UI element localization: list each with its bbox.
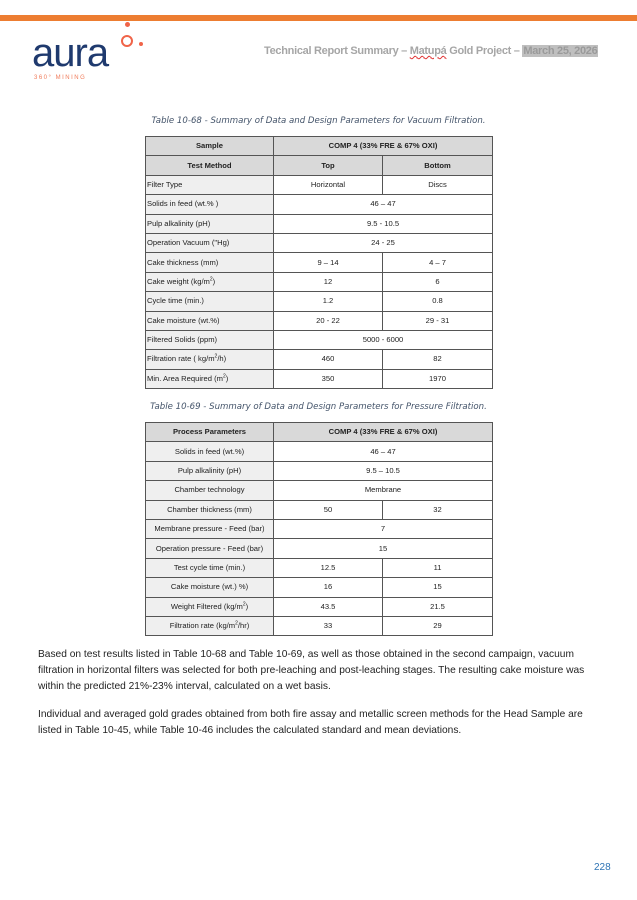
- report-header-title: [264, 45, 598, 57]
- value-cell: Membrane: [274, 481, 493, 500]
- label-text: Solids in feed (wt.% ): [147, 199, 219, 209]
- header-cell: COMP 4 (33% FRE & 67% OXI): [274, 137, 493, 156]
- table-row: [146, 175, 493, 194]
- value-cell: 15: [274, 539, 493, 558]
- aura-logo: [32, 22, 152, 84]
- header-date: March 25, 2026: [523, 45, 598, 57]
- header-cell: Sample: [146, 137, 274, 156]
- value-cell: 50: [274, 500, 383, 519]
- label-text: Operation Vacuum ("Hg): [147, 238, 230, 248]
- value-cell: 43.5: [274, 597, 383, 616]
- value-cell: 9.5 - 10.5: [274, 214, 493, 233]
- label-text: Filtered Solids (ppm): [147, 335, 218, 345]
- row-label: [146, 233, 274, 252]
- row-label: [146, 500, 274, 519]
- label-text: Min. Area Required (m: [147, 373, 223, 383]
- label-text: Pulp alkalinity (pH): [177, 465, 242, 475]
- label-text: Cycle time (min.): [147, 296, 204, 306]
- superscript: 2: [235, 620, 238, 627]
- vacuum-filtration-table: [145, 136, 493, 389]
- header-cell: Top: [274, 156, 383, 175]
- row-label: [146, 461, 274, 480]
- pressure-filtration-table: [145, 422, 493, 636]
- label-text: Filtration rate (kg/m: [169, 621, 236, 631]
- value-cell: 4 – 7: [383, 253, 493, 272]
- row-label: [146, 369, 274, 388]
- value-cell: 6: [383, 272, 493, 291]
- table2-caption: Table 10-69 - Summary of Data and Design Parameters for Pressure Filtration.: [150, 402, 487, 412]
- table-row: [146, 253, 493, 272]
- table-row: [146, 500, 493, 519]
- value-cell: 46 – 47: [274, 195, 493, 214]
- header-prefix: Technical Report Summary –: [264, 45, 410, 57]
- value-cell: 21.5: [383, 597, 493, 616]
- header-cell: Bottom: [383, 156, 493, 175]
- header-accent-bar: [0, 15, 637, 21]
- logo-dot: [139, 42, 143, 46]
- table-row: [146, 539, 493, 558]
- row-label: [146, 350, 274, 369]
- value-cell: Horizontal: [274, 175, 383, 194]
- label-text: Test cycle time (min.): [173, 562, 246, 572]
- table-row: [146, 461, 493, 480]
- label-text: Operation pressure - Feed (bar): [155, 543, 264, 553]
- value-cell: 5000 - 6000: [274, 330, 493, 349]
- superscript: 2: [222, 373, 226, 380]
- row-label: [146, 292, 274, 311]
- superscript: 2: [209, 276, 213, 283]
- row-label: [146, 272, 274, 291]
- value-cell: 12.5: [274, 558, 383, 577]
- value-cell: 33: [274, 616, 383, 635]
- table-row: [146, 292, 493, 311]
- value-cell: 82: [383, 350, 493, 369]
- row-label: [146, 519, 274, 538]
- header-cell: COMP 4 (33% FRE & 67% OXI): [274, 423, 493, 442]
- value-cell: 0.8: [383, 292, 493, 311]
- label-suffix: ): [225, 373, 229, 383]
- value-cell: Discs: [383, 175, 493, 194]
- value-cell: 11: [383, 558, 493, 577]
- logo-ring: [121, 35, 133, 47]
- row-label: [146, 597, 274, 616]
- table-row: [146, 558, 493, 577]
- superscript: 2: [242, 601, 246, 608]
- header-cell: Process Parameters: [146, 423, 274, 442]
- row-label: [146, 578, 274, 597]
- row-label: [146, 481, 274, 500]
- label-text: Filtration rate ( kg/m: [147, 354, 215, 364]
- label-suffix: ): [245, 601, 249, 611]
- label-text: Chamber technology: [174, 485, 245, 495]
- value-cell: 16: [274, 578, 383, 597]
- table-row: [146, 578, 493, 597]
- table-row: [146, 272, 493, 291]
- logo-tagline: 360° MINING: [34, 75, 87, 81]
- row-label: [146, 214, 274, 233]
- label-text: Cake moisture (wt.) %): [170, 582, 249, 592]
- label-suffix: /hr): [237, 621, 250, 631]
- table-row: [146, 369, 493, 388]
- superscript: 2: [214, 353, 218, 360]
- label-suffix: /h): [217, 354, 227, 364]
- table-row: [146, 195, 493, 214]
- page-number: 228: [594, 862, 611, 873]
- label-text: Membrane pressure - Feed (bar): [154, 524, 265, 534]
- label-text: Chamber thickness (mm): [167, 504, 252, 514]
- logo-word: aura: [32, 31, 109, 75]
- value-cell: 1.2: [274, 292, 383, 311]
- row-label: [146, 442, 274, 461]
- label-text: Cake moisture (wt.%): [147, 315, 220, 325]
- value-cell: 1970: [383, 369, 493, 388]
- value-cell: 9.5 – 10.5: [274, 461, 493, 480]
- value-cell: 460: [274, 350, 383, 369]
- value-cell: 350: [274, 369, 383, 388]
- table-row: [146, 311, 493, 330]
- logo-dot: [125, 22, 130, 27]
- body-paragraph: Based on test results listed in Table 10-68 and Table 10-69, as well as those obtained in the second campaign, vacuum filtration in horizontal filters was selected for both pre-leaching and post-leaching stages. The resulting cake moisture was within the predicted 21%-23% interval, calculated on a wet basis.: [38, 649, 585, 692]
- label-text: Cake thickness (mm): [147, 257, 219, 267]
- value-cell: 12: [274, 272, 383, 291]
- row-label: [146, 253, 274, 272]
- row-label: [146, 311, 274, 330]
- table-row: [146, 350, 493, 369]
- label-text: Cake weight (kg/m: [147, 276, 210, 286]
- row-label: [146, 175, 274, 194]
- row-label: [146, 539, 274, 558]
- table-row: [146, 616, 493, 635]
- table-row: [146, 330, 493, 349]
- table-row: [146, 597, 493, 616]
- body-paragraph: Individual and averaged gold grades obtained from both fire assay and metallic screen methods for the Head Sample are listed in Table 10-45, while Table 10-46 includes the calculated standard and mean deviations.: [38, 709, 583, 736]
- header-cell: Test Method: [146, 156, 274, 175]
- table1-caption: Table 10-68 - Summary of Data and Design Parameters for Vacuum Filtration.: [151, 116, 486, 126]
- header-mid: Gold Project –: [446, 45, 523, 57]
- row-label: [146, 558, 274, 577]
- label-suffix: ): [212, 276, 216, 286]
- value-cell: 9 – 14: [274, 253, 383, 272]
- value-cell: 24 - 25: [274, 233, 493, 252]
- table-row: [146, 481, 493, 500]
- row-label: [146, 616, 274, 635]
- value-cell: 15: [383, 578, 493, 597]
- table-row: [146, 519, 493, 538]
- value-cell: 46 – 47: [274, 442, 493, 461]
- value-cell: 20 - 22: [274, 311, 383, 330]
- label-text: Pulp alkalinity (pH): [147, 218, 211, 228]
- label-text: Filter Type: [147, 179, 183, 189]
- label-text: Solids in feed (wt.%): [174, 446, 245, 456]
- table-row: [146, 442, 493, 461]
- label-text: Weight Filtered (kg/m: [170, 601, 243, 611]
- table-row: [146, 214, 493, 233]
- value-cell: 7: [274, 519, 493, 538]
- table-row: [146, 233, 493, 252]
- row-label: [146, 330, 274, 349]
- header-project: Matupá: [409, 45, 447, 57]
- row-label: [146, 195, 274, 214]
- value-cell: 29 - 31: [383, 311, 493, 330]
- value-cell: 29: [383, 616, 493, 635]
- value-cell: 32: [383, 500, 493, 519]
